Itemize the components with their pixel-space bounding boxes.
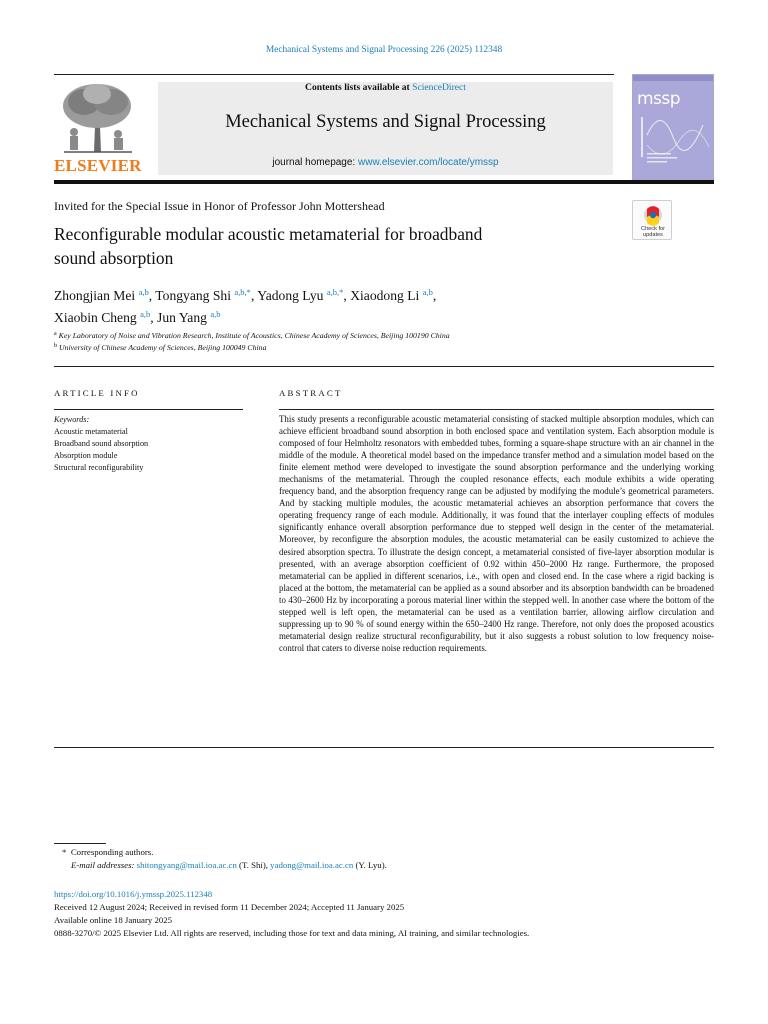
crossmark-label-line2: updates — [643, 232, 663, 238]
header-top-rule — [54, 74, 614, 75]
keyword-item: Broadband sound absorption — [54, 439, 149, 448]
crossmark-label — [633, 226, 673, 238]
journal-citation[interactable]: Mechanical Systems and Signal Processing 226 (2025) 112348 — [265, 45, 503, 55]
keyword-item: Absorption module — [54, 451, 118, 460]
article-title-line1: Reconfigurable modular acoustic metamaterial for broadband — [54, 224, 483, 244]
abstract-text: This study presents a reconfigurable acoustic metamaterial consisting of stacked multiple absorption modules, which can achieve efficient broadband sound absorption in both enclosed space and ventilation system. Each absorption module is composed of four Helmholtz resonators with embedded tubes, forming a square-shape structure with an air channel in the middle of the module. A theoretical model based on the impedance transfer method and a simulation model based on the finite element method were developed to investigate the sound absorption performance and the underlying working mechanisms of the metamaterial. Through the coupled resonance effects, each module exhibits a wide operating frequency band, and the absorption frequency range can be adjusted by modifying the module’s geometrical parameters. And by stacking multiple modules, the acoustic metamaterial achieves an absorption performance that covers the operating frequency range of each module. Additionally, it was found that the interlayer coupling effects of modules significantly enhance overall absorption performance due to stepped well design in the center of the metamaterial. Moreover, by reconfigure the absorption modules, the acoustic metamaterial can be easily customized to achieve the desired absorption spectra. To illustrate the design concept, a metamaterial consisted of five-layer absorption modular is presented, with an average absorption coefficient of 0.92 within 450–2000 Hz range. Furthermore, the proposed metamaterial can be applied in different scenarios, i.e., with open and closed end. In the case where a rigid backing is placed at the bottom, the metamaterial can be applied as a sound absorber and its absorption bandwidth can be broadened to 430–2600 Hz by incorporating a porous material liner within the stepped well. In another case where the bottom of the stepped well is left open, the metamaterial can be used as a ventilation barrier, allowing airflow circulation and suppressing up to 90 % of sound energy within the 650–2400 Hz range. Therefore, not only does the proposed acoustics metamaterial design realize structural reconfigurability, but it also suggests a robust solution to low frequency noise-control that caters to diverse noise reduction requirements. — [279, 414, 714, 653]
author-name[interactable]: Jun Yang — [157, 310, 207, 325]
email-owner: (T. Shi), — [236, 860, 271, 870]
author-affiliation-mark[interactable]: a,b — [210, 309, 221, 319]
author-affiliation-mark[interactable]: a,b — [422, 287, 433, 297]
article-history: Received 12 August 2024; Received in revised form 11 December 2024; Accepted 11 January 2025 — [54, 902, 405, 912]
author-affiliation-mark[interactable]: a,b — [138, 287, 149, 297]
article-title — [54, 222, 624, 270]
author-name[interactable]: Zhongjian Mei — [54, 288, 136, 303]
journal-name: Mechanical Systems and Signal Processing — [225, 112, 546, 132]
email-owner: (Y. Lyu). — [353, 860, 387, 870]
journal-homepage — [158, 157, 613, 168]
sciencedirect-link[interactable]: ScienceDirect — [412, 82, 466, 93]
author-affiliation-mark[interactable]: a,b,* — [326, 287, 344, 297]
abstract-rule — [279, 409, 714, 410]
article-info-rule — [54, 409, 243, 410]
header-thick-rule — [54, 180, 714, 184]
email-footnote — [71, 860, 387, 870]
corresponding-footnote — [62, 847, 153, 857]
affiliation-text: University of Chinese Academy of Sciences, Beijing 100049 China — [58, 343, 267, 352]
author-name[interactable]: Xiaodong Li — [350, 288, 420, 303]
author-affiliation-mark[interactable]: a,b — [140, 309, 151, 319]
affiliation-a — [54, 331, 450, 340]
contents-prefix: Contents lists available at — [305, 82, 413, 93]
journal-cover-image[interactable] — [632, 74, 714, 182]
abstract-bottom-rule — [54, 747, 714, 748]
check-for-updates-button[interactable] — [632, 200, 672, 240]
author-name[interactable]: Yadong Lyu — [257, 288, 324, 303]
email-label: E-mail addresses: — [71, 860, 135, 870]
corresponding-text: Corresponding authors. — [70, 847, 154, 857]
homepage-prefix: journal homepage: — [272, 157, 358, 168]
special-issue-note: Invited for the Special Issue in Honor of Professor John Mottershead — [54, 199, 385, 213]
affiliation-b — [54, 343, 266, 352]
author-name[interactable]: Tongyang Shi — [155, 288, 231, 303]
contents-line — [158, 82, 613, 93]
keyword-item: Acoustic metamaterial — [54, 427, 128, 436]
affiliation-mark: a — [54, 331, 57, 337]
article-info-heading: ARTICLE INFO — [54, 388, 140, 398]
author-name[interactable]: Xiaobin Cheng — [54, 310, 137, 325]
affiliation-text: Key Laboratory of Noise and Vibration Research, Institute of Acoustics, Chinese Academy of Sciences, Beijing 100190 China — [58, 331, 450, 340]
keywords-label: Keywords: — [54, 415, 90, 424]
article-title-line2: sound absorption — [54, 248, 174, 268]
author-affiliation-mark[interactable]: a,b,* — [234, 287, 251, 297]
abstract-heading: ABSTRACT — [279, 388, 343, 398]
elsevier-wordmark: ELSEVIER — [54, 156, 142, 175]
section-divider — [54, 366, 714, 367]
keyword-item: Structural reconfigurability — [54, 463, 144, 472]
copyright-notice: 0888-3270/© 2025 Elsevier Ltd. All rights are reserved, including those for text and data mining, AI training, and similar technologies. — [54, 928, 530, 938]
available-online: Available online 18 January 2025 — [54, 915, 173, 925]
keywords-block — [54, 414, 148, 474]
author-list: Zhongjian Mei $^{a,b}$, Tongyang Shi $^{a,b,*}$, Yadong Lyu $^{a,b,*}$, Xiaodong Li $^{a,b}$, Xiaobin Cheng $^{a,b}$, Jun Yang $^{a,b}$ — [54, 287, 437, 325]
footnote-rule — [54, 843, 106, 844]
crossmark-label-line1: Check for — [641, 226, 665, 232]
cover-title: mssp — [637, 89, 681, 109]
homepage-link[interactable]: www.elsevier.com/locate/ymssp — [358, 157, 499, 168]
email-link[interactable]: shitongyang@mail.ioa.ac.cn — [136, 860, 237, 870]
doi-link[interactable]: https://doi.org/10.1016/j.ymssp.2025.112348 — [54, 889, 213, 899]
email-link[interactable]: yadong@mail.ioa.ac.cn — [270, 860, 354, 870]
corresponding-mark: * — [62, 847, 67, 857]
affiliation-mark: b — [54, 343, 57, 349]
